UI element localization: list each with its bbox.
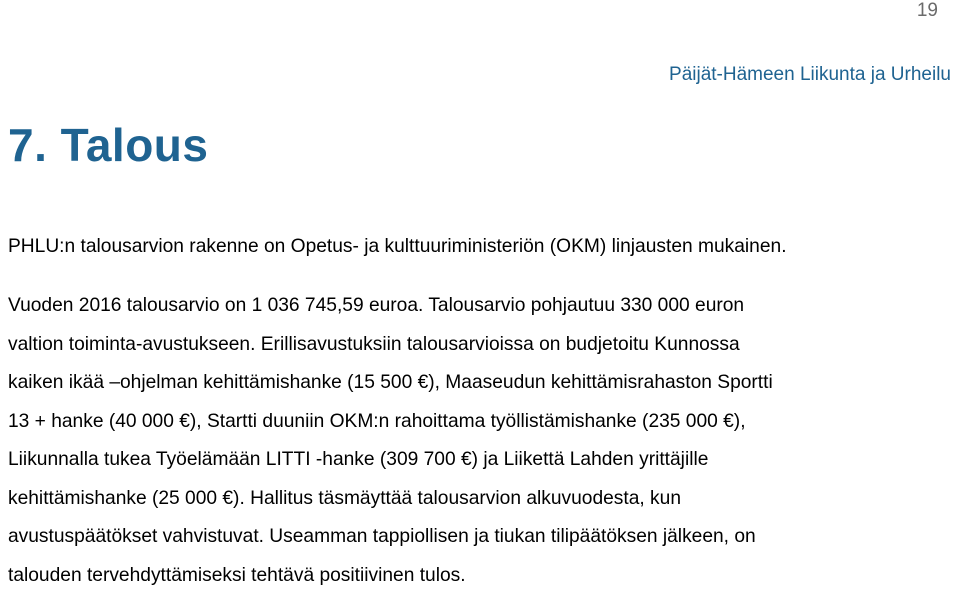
paragraph-line: valtion toiminta-avustukseen. Erillisavustuksiin talousarvioissa on budjetoitu Kunnossa <box>8 333 740 355</box>
paragraph-line: kehittämishanke (25 000 €). Hallitus täsmäyttää talousarvion alkuvuodesta, kun <box>8 487 681 509</box>
section-heading: 7. Talous <box>8 119 209 171</box>
paragraph-structure: PHLU:n talousarvion rakenne on Opetus- ja kulttuuriministeriön (OKM) linjausten mukainen. <box>8 236 787 257</box>
paragraph-line: Liikunnalla tukea Työelämään LITTI -hanke (309 700 €) ja Liikettä Lahden yrittäjille <box>8 449 709 470</box>
paragraph-line: 13 + hanke (40 000 €), Startti duuniin OKM:n rahoittama työllistämishanke (235 000 €), <box>8 410 746 432</box>
paragraph-line: avustuspäätökset vahvistuvat. Useamman tappiollisen ja tiukan tilipäätöksen jälkeen, on <box>8 526 756 547</box>
paragraph-budget <box>8 287 773 595</box>
page-number: 19 <box>916 0 938 21</box>
running-header: Päijät-Hämeen Liikunta ja Urheilu <box>669 64 951 85</box>
paragraph-line: kaiken ikää –ohjelman kehittämishanke (15 500 €), Maaseudun kehittämisrahaston Sportti <box>8 372 773 393</box>
paragraph-line: Vuoden 2016 talousarvio on 1 036 745,59 euroa. Talousarvio pohjautuu 330 000 euron <box>8 295 745 316</box>
paragraph-line: talouden tervehdyttämiseksi tehtävä positiivinen tulos. <box>8 564 466 586</box>
